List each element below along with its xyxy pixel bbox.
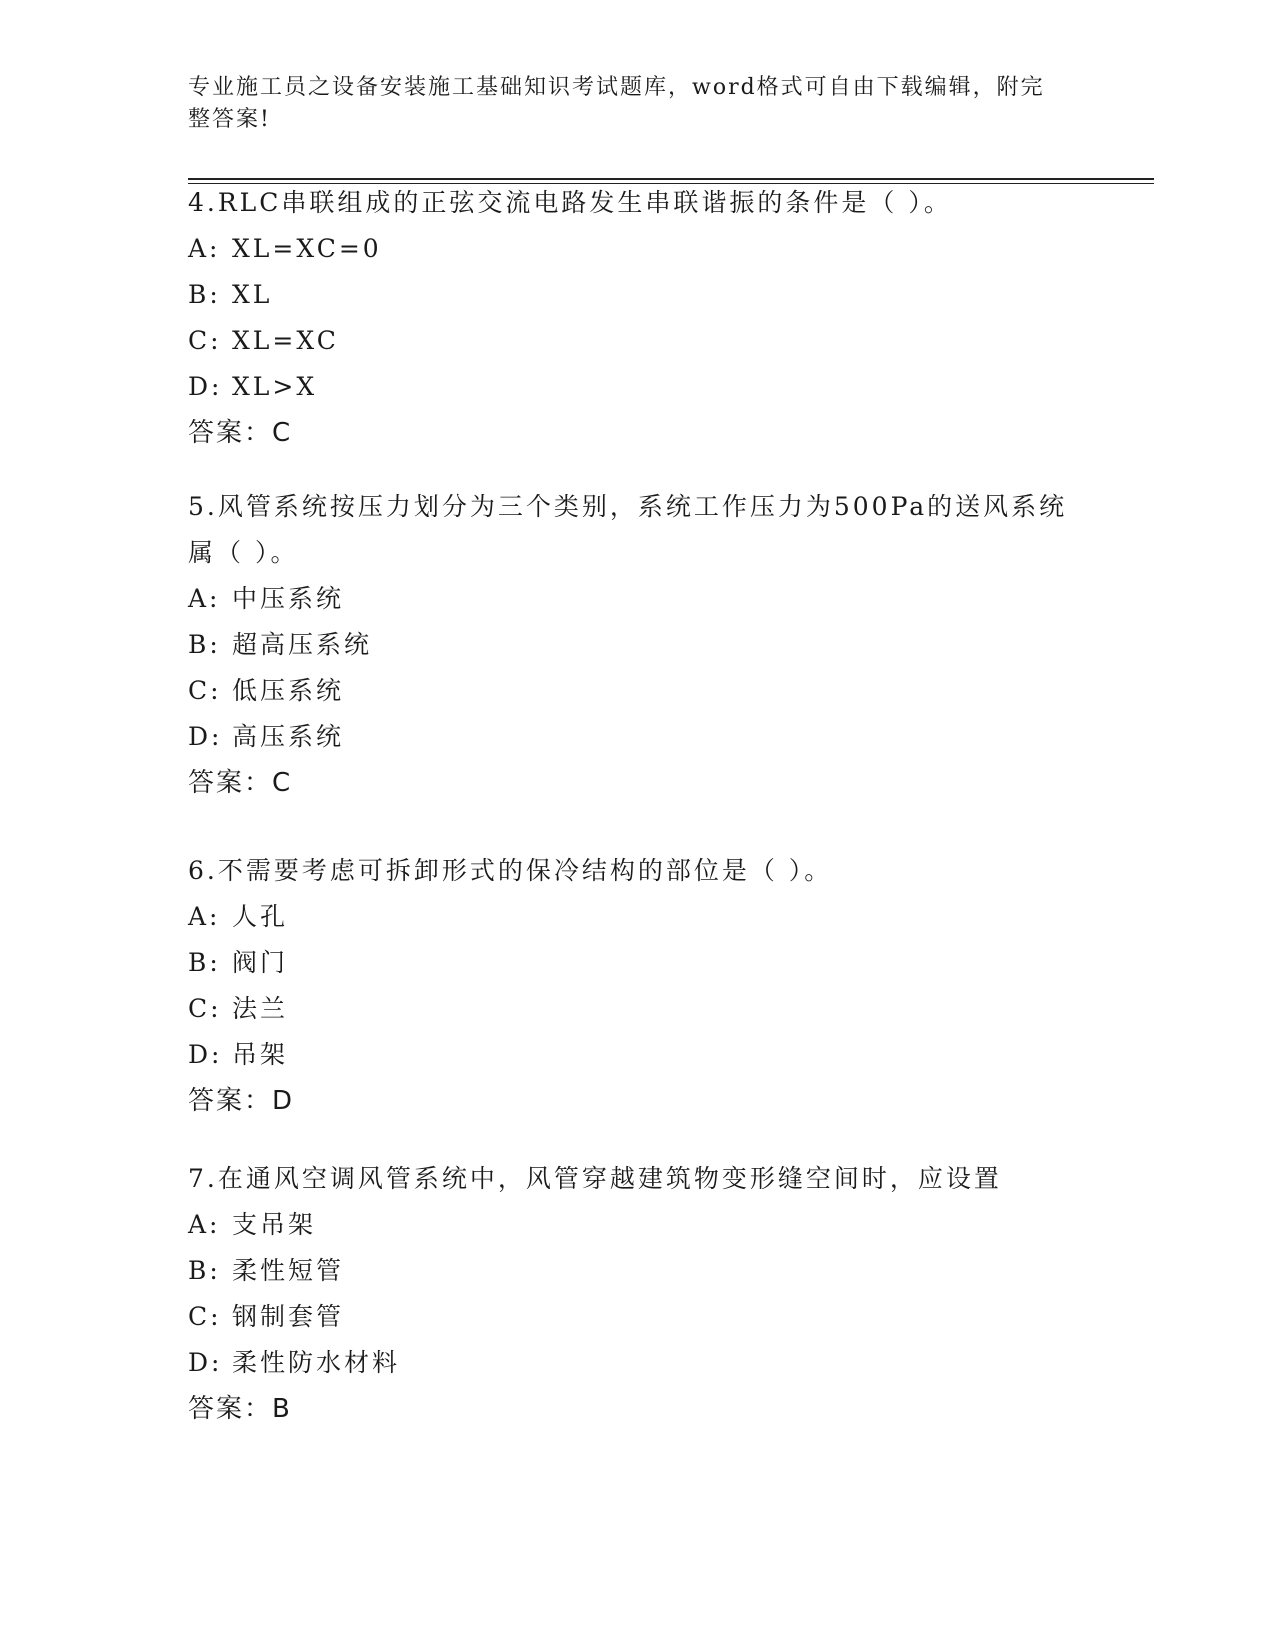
option-c [188, 986, 1068, 1032]
option-text: XL [232, 280, 273, 309]
option-letter: A: [188, 584, 221, 613]
option-text: 低压系统 [232, 676, 345, 705]
answer-label: 答案：D [188, 1086, 295, 1116]
option-text: XL=XC [232, 326, 339, 355]
option-text: 柔性防水材料 [232, 1348, 401, 1377]
option-a [188, 1202, 1068, 1248]
option-b [188, 940, 1068, 986]
question-block [188, 180, 1068, 456]
question-stem: 6.不需要考虑可拆卸形式的保冷结构的部位是（ ）。 [188, 856, 833, 885]
option-text: 高压系统 [232, 722, 345, 751]
option-text: 人孔 [232, 902, 289, 931]
option-text: 阀门 [232, 948, 289, 977]
option-text: 法兰 [232, 994, 289, 1023]
option-c [188, 1294, 1068, 1340]
option-letter: C: [188, 1302, 222, 1331]
option-letter: D: [188, 1348, 223, 1377]
answer-label: 答案：C [188, 768, 293, 798]
option-letter: A: [188, 234, 221, 263]
option-text: 吊架 [232, 1040, 289, 1069]
answer-label: 答案：B [188, 1394, 292, 1424]
option-d [188, 714, 1068, 760]
option-text: 中压系统 [232, 584, 345, 613]
option-letter: D: [188, 1040, 223, 1069]
option-letter: A: [188, 1210, 221, 1239]
option-letter: B: [188, 280, 221, 309]
option-letter: C: [188, 326, 222, 355]
document-header: 专业施工员之设备安装施工基础知识考试题库，word格式可自由下载编辑，附完整答案! [188, 75, 1045, 132]
option-a [188, 226, 1068, 272]
option-letter: D: [188, 372, 223, 401]
question-stem: 4.RLC串联组成的正弦交流电路发生串联谐振的条件是（ ）。 [188, 188, 952, 217]
option-a [188, 894, 1068, 940]
option-letter: C: [188, 994, 222, 1023]
option-b [188, 1248, 1068, 1294]
option-c [188, 318, 1068, 364]
option-letter: B: [188, 630, 221, 659]
question-stem: 5.风管系统按压力划分为三个类别，系统工作压力为500Pa的送风系统属（ ）。 [188, 492, 1068, 567]
option-b [188, 622, 1068, 668]
option-letter: B: [188, 948, 221, 977]
answer-label: 答案：C [188, 418, 293, 448]
question-block [188, 848, 1068, 1124]
option-text: XL=XC=0 [232, 234, 382, 263]
option-text: 钢制套管 [232, 1302, 345, 1331]
option-d [188, 1340, 1068, 1386]
option-text: 柔性短管 [232, 1256, 345, 1285]
option-a [188, 576, 1068, 622]
option-b [188, 272, 1068, 318]
question-block [188, 484, 1068, 806]
question-block [188, 1156, 1068, 1432]
option-letter: D: [188, 722, 223, 751]
option-letter: A: [188, 902, 221, 931]
option-text: 超高压系统 [232, 630, 373, 659]
option-text: XL>X [232, 372, 318, 401]
option-text: 支吊架 [232, 1210, 317, 1239]
option-letter: B: [188, 1256, 221, 1285]
option-letter: C: [188, 676, 222, 705]
option-d [188, 1032, 1068, 1078]
question-stem: 7.在通风空调风管系统中，风管穿越建筑物变形缝空间时，应设置 [188, 1164, 1002, 1193]
option-c [188, 668, 1068, 714]
option-d [188, 364, 1068, 410]
